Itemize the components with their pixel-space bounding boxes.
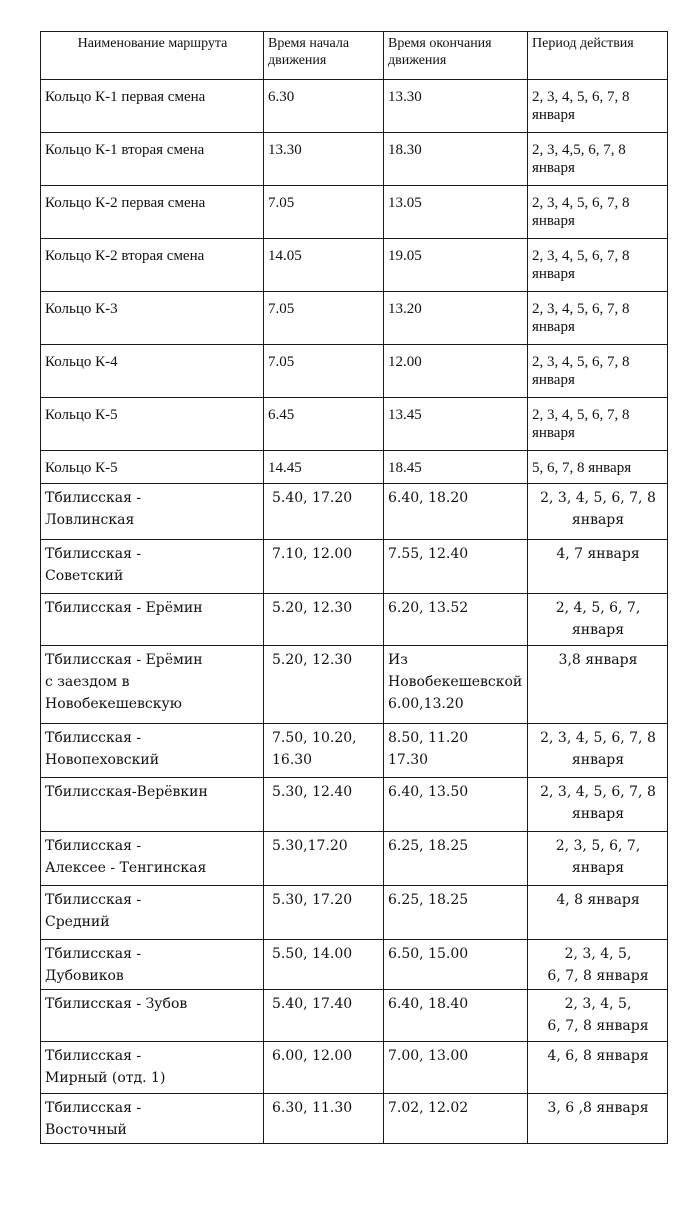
period-cell: 2, 3, 4, 5, 6, 7, 8 января [528,80,668,133]
period-cell: 2, 3, 4, 5, 6, 7, 8 января [528,724,668,778]
start-time-cell: 7.05 [264,292,384,345]
end-time-cell: 6.40, 13.50 [384,778,528,832]
end-time-cell: 18.30 [384,133,528,186]
start-time-cell: 7.05 [264,186,384,239]
period-cell: 3,8 января [528,646,668,724]
table-row [41,594,668,646]
table-header-row [41,32,668,80]
route-name-cell: Кольцо К-2 вторая смена [41,239,264,292]
route-name-cell: Кольцо К-4 [41,345,264,398]
start-time-cell: 5.50, 14.00 [264,940,384,990]
route-name-cell: Кольцо К-5 [41,398,264,451]
start-time-cell: 6.30 [264,80,384,133]
start-time-cell: 7.10, 12.00 [264,540,384,594]
header-start-time: Время начала движения [264,32,384,80]
route-name-cell: Кольцо К-2 первая смена [41,186,264,239]
end-time-cell: 6.20, 13.52 [384,594,528,646]
period-cell: 2, 3, 4, 5, 6, 7, 8 января [528,990,668,1042]
table-row [41,80,668,133]
period-cell: 4, 7 января [528,540,668,594]
table-row [41,398,668,451]
start-time-cell: 6.00, 12.00 [264,1042,384,1094]
end-time-cell: 6.40, 18.20 [384,484,528,540]
start-time-cell: 7.50, 10.20, 16.30 [264,724,384,778]
start-time-cell: 5.30,17.20 [264,832,384,886]
end-time-cell: 7.55, 12.40 [384,540,528,594]
end-time-cell: 13.45 [384,398,528,451]
route-name-cell: Кольцо К-5 [41,451,264,484]
table-row [41,540,668,594]
period-cell: 2, 3, 4, 5, 6, 7, 8 января [528,239,668,292]
period-cell: 5, 6, 7, 8 января [528,451,668,484]
route-name-cell: Тбилисская - Мирный (отд. 1) [41,1042,264,1094]
start-time-cell: 6.45 [264,398,384,451]
start-time-cell: 5.40, 17.40 [264,990,384,1042]
period-cell: 3, 6 ,8 января [528,1094,668,1144]
table-row [41,778,668,832]
end-time-cell: Из Новобекешевской 6.00,13.20 [384,646,528,724]
table-row [41,345,668,398]
period-cell: 2, 4, 5, 6, 7, января [528,594,668,646]
period-cell: 2, 3, 4, 5, 6, 7, 8 января [528,940,668,990]
period-cell: 4, 8 января [528,886,668,940]
table-row [41,292,668,345]
end-time-cell: 6.25, 18.25 [384,832,528,886]
table-row [41,239,668,292]
route-name-cell: Тбилисская - Советский [41,540,264,594]
route-name-cell: Тбилисская - Ерёмин [41,594,264,646]
start-time-cell: 13.30 [264,133,384,186]
end-time-cell: 6.25, 18.25 [384,886,528,940]
period-cell: 2, 3, 4, 5, 6, 7, 8 января [528,186,668,239]
route-name-cell: Кольцо К-1 вторая смена [41,133,264,186]
route-name-cell: Тбилисская - Алексее - Тенгинская [41,832,264,886]
route-name-cell: Тбилисская - Дубовиков [41,940,264,990]
period-cell: 2, 3, 4, 5, 6, 7, 8 января [528,292,668,345]
end-time-cell: 13.30 [384,80,528,133]
table-row [41,940,668,990]
route-schedule-table [40,31,668,1144]
period-cell: 2, 3, 4,5, 6, 7, 8 января [528,133,668,186]
table-row [41,724,668,778]
period-cell: 2, 3, 5, 6, 7, января [528,832,668,886]
period-cell: 2, 3, 4, 5, 6, 7, 8 января [528,345,668,398]
end-time-cell: 13.05 [384,186,528,239]
end-time-cell: 13.20 [384,292,528,345]
start-time-cell: 5.20, 12.30 [264,594,384,646]
start-time-cell: 5.20, 12.30 [264,646,384,724]
table-row [41,133,668,186]
header-route-name: Наименование маршрута [41,32,264,80]
end-time-cell: 7.02, 12.02 [384,1094,528,1144]
table-row [41,484,668,540]
table-row [41,186,668,239]
start-time-cell: 5.40, 17.20 [264,484,384,540]
table-row [41,1094,668,1144]
start-time-cell: 6.30, 11.30 [264,1094,384,1144]
header-end-time: Время окончания движения [384,32,528,80]
end-time-cell: 6.40, 18.40 [384,990,528,1042]
end-time-cell: 6.50, 15.00 [384,940,528,990]
end-time-cell: 18.45 [384,451,528,484]
route-name-cell: Тбилисская - Средний [41,886,264,940]
route-name-cell: Кольцо К-1 первая смена [41,80,264,133]
start-time-cell: 14.45 [264,451,384,484]
end-time-cell: 12.00 [384,345,528,398]
start-time-cell: 7.05 [264,345,384,398]
table-row [41,832,668,886]
period-cell: 4, 6, 8 января [528,1042,668,1094]
route-name-cell: Тбилисская - Новопеховский [41,724,264,778]
header-period: Период действия [528,32,668,80]
route-name-cell: Тбилисская - Ерёмин с заездом в Новобекешевскую [41,646,264,724]
table-row [41,451,668,484]
table-row [41,886,668,940]
period-cell: 2, 3, 4, 5, 6, 7, 8 января [528,398,668,451]
start-time-cell: 5.30, 17.20 [264,886,384,940]
route-name-cell: Тбилисская - Восточный [41,1094,264,1144]
end-time-cell: 8.50, 11.20 17.30 [384,724,528,778]
period-cell: 2, 3, 4, 5, 6, 7, 8 января [528,484,668,540]
schedule-sheet [40,31,667,1144]
start-time-cell: 14.05 [264,239,384,292]
start-time-cell: 5.30, 12.40 [264,778,384,832]
table-row [41,646,668,724]
route-name-cell: Тбилисская - Зубов [41,990,264,1042]
end-time-cell: 19.05 [384,239,528,292]
route-name-cell: Тбилисская - Ловлинская [41,484,264,540]
table-row [41,990,668,1042]
route-name-cell: Тбилисская-Верёвкин [41,778,264,832]
route-name-cell: Кольцо К-3 [41,292,264,345]
period-cell: 2, 3, 4, 5, 6, 7, 8 января [528,778,668,832]
table-row [41,1042,668,1094]
end-time-cell: 7.00, 13.00 [384,1042,528,1094]
